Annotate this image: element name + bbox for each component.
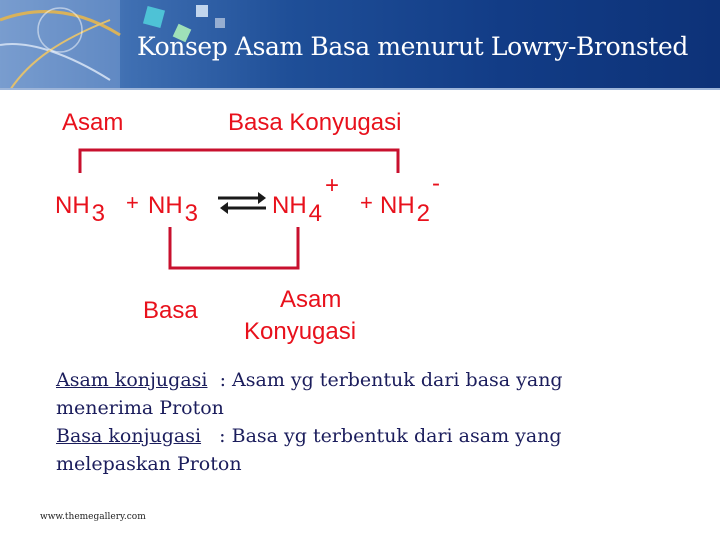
acid-base-diagram <box>0 95 480 365</box>
plus-1: + <box>126 190 139 215</box>
definition-basa-konjugasi <box>56 425 562 447</box>
label-basa-konyugasi: Basa Konyugasi <box>228 109 402 136</box>
equation-nh2: NH2- <box>380 170 441 227</box>
slide-title: Konsep Asam Basa menurut Lowry-Bronsted <box>137 32 689 61</box>
footer-website: www.themegallery.com <box>40 512 146 522</box>
definition-asam-konjugasi-cont: menerima Proton <box>56 397 224 419</box>
definition-basa-konjugasi-cont: melepaskan Proton <box>56 453 242 475</box>
equation-nh4: NH4+ <box>272 172 340 227</box>
header-divider <box>0 88 720 90</box>
label-asam: Asam <box>62 109 124 136</box>
equation-nh3-base: NH3 <box>148 192 199 227</box>
definition-asam-konjugasi-text: : Asam yg terbentuk dari basa yang <box>207 369 563 391</box>
bracket-bottom <box>170 227 298 268</box>
definition-basa-konjugasi-text: : Basa yg terbentuk dari asam yang <box>201 425 562 447</box>
plus-2: + <box>360 190 373 215</box>
label-asam-konyugasi-2: Konyugasi <box>244 318 357 345</box>
term-basa-konjugasi: Basa konjugasi <box>56 425 202 447</box>
term-asam-konjugasi: Asam konjugasi <box>56 369 208 391</box>
label-basa: Basa <box>143 297 198 324</box>
equilibrium-arrow-icon <box>218 192 266 214</box>
bracket-top <box>80 150 398 173</box>
title-banner <box>0 0 720 90</box>
label-asam-konyugasi-1: Asam <box>280 286 342 313</box>
definition-asam-konjugasi <box>56 369 563 391</box>
equation-nh3-acid: NH3 <box>55 192 106 227</box>
